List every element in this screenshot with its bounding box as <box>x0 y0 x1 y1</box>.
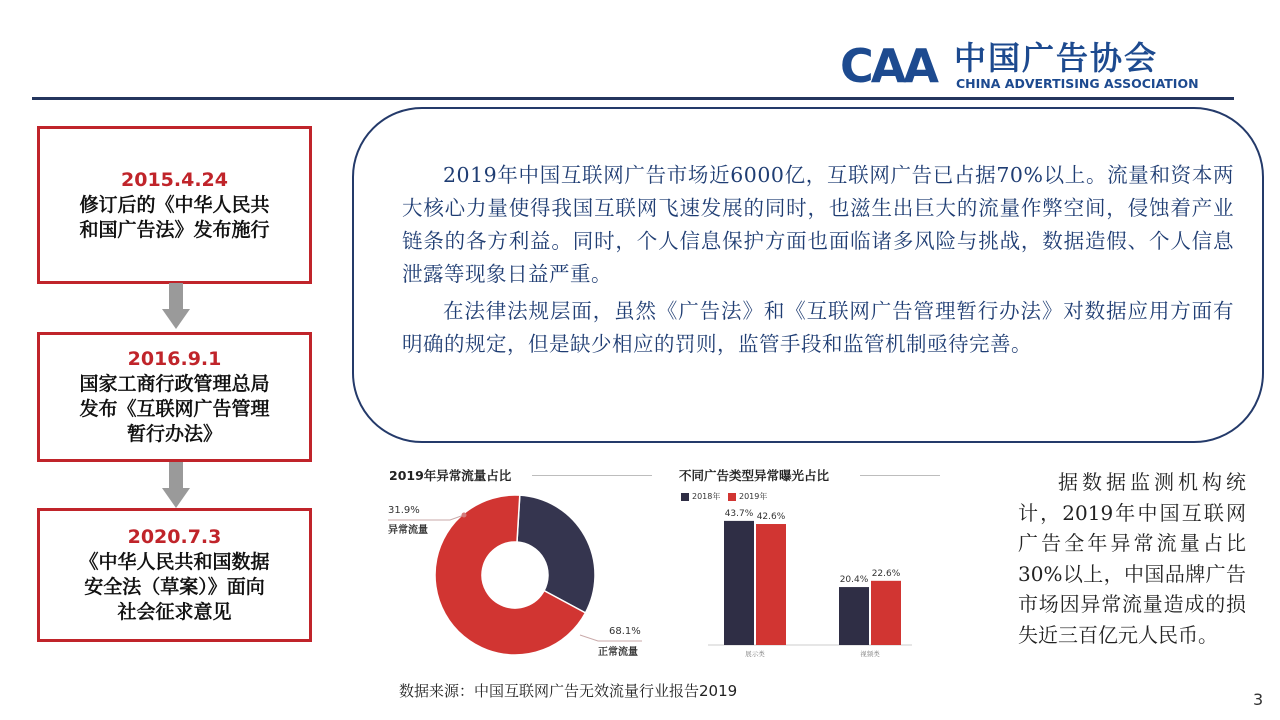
timeline-text-line: 修订后的《中华人民共 <box>79 193 270 216</box>
summary-paragraph: 2019年中国互联网广告市场近6000亿，互联网广告已占据70%以上。流量和资本两大核心力量使得我国互联网飞速发展的同时，也滋生出巨大的流量作弊空间，侵蚀着产业链条的各方利益。同时，个人信息保护方面也面临诸多风险与挑战，数据造假、个人信息泄露等现象日益严重。 <box>402 163 1234 286</box>
timeline-date: 2016.9.1 <box>127 348 222 370</box>
timeline-text-line: 社会征求意见 <box>117 601 232 623</box>
timeline-item-2016 <box>37 332 312 462</box>
down-arrow-icon <box>162 462 190 508</box>
down-arrow-icon <box>162 283 190 329</box>
bar-value-label: 42.6% <box>756 512 786 523</box>
timeline-item-2020 <box>37 508 312 642</box>
bar-value-label: 20.4% <box>839 575 869 586</box>
logo-chinese-name: 中国广告协会 <box>954 39 1159 77</box>
donut-slice <box>517 495 595 613</box>
summary-paragraph: 在法律法规层面，虽然《广告法》和《互联网广告管理暂行办法》对数据应用方面有明确的规定，但是缺少相应的罚则，监管手段和监管机制亟待完善。 <box>402 299 1234 356</box>
bar <box>871 581 901 645</box>
chart-panel <box>372 457 962 675</box>
page-number: 3 <box>1253 690 1264 709</box>
timeline-text-line: 国家工商行政管理总局 <box>79 373 270 395</box>
legend-label: 2019年 <box>739 492 768 501</box>
bar <box>724 521 754 645</box>
data-source-note: 数据来源：中国互联网广告无效流量行业报告2019 <box>399 682 738 700</box>
logo-mark: CAA <box>840 39 936 93</box>
category-tick-label: 展示类 <box>745 650 765 658</box>
timeline-date: 2020.7.3 <box>127 526 222 548</box>
bar <box>756 524 786 645</box>
bar-value-label: 43.7% <box>724 508 754 519</box>
donut-category-label: 正常流量 <box>598 647 638 658</box>
donut-value-label: 31.9% <box>388 505 420 516</box>
leader-dot <box>462 513 467 518</box>
header-divider <box>32 97 1234 100</box>
bar <box>839 587 869 645</box>
donut-value-label: 68.1% <box>609 626 641 637</box>
timeline-item-2015 <box>37 126 312 284</box>
logo-english-name: CHINA ADVERTISING ASSOCIATION <box>956 76 1199 91</box>
timeline-text-line: 安全法（草案）》面向 <box>84 576 265 598</box>
timeline-text-line: 《中华人民共和国数据 <box>79 551 270 573</box>
legend-label: 2018年 <box>692 492 721 501</box>
summary-bubble <box>352 107 1264 443</box>
bar-chart <box>672 457 962 675</box>
donut-category-label: 异常流量 <box>388 525 428 536</box>
caa-logo <box>836 38 1216 98</box>
bar-chart-title: 不同广告类型异常曝光占比 <box>679 468 830 483</box>
side-note: 据数据监测机构统计，2019年中国互联网广告全年异常流量占比30%以上，中国品牌广告市场因异常流量造成的损失近三百亿元人民币。 <box>1018 470 1246 647</box>
timeline-text-line: 发布《互联网广告管理 <box>79 398 270 420</box>
timeline-text-line: 和国广告法》发布施行 <box>79 218 270 241</box>
timeline-date: 2015.4.24 <box>121 168 228 191</box>
bar-value-label: 22.6% <box>871 568 901 579</box>
timeline-text-line: 暂行办法》 <box>126 423 222 445</box>
category-tick-label: 视频类 <box>860 650 880 658</box>
donut-chart-title: 2019年异常流量占比 <box>389 468 512 483</box>
